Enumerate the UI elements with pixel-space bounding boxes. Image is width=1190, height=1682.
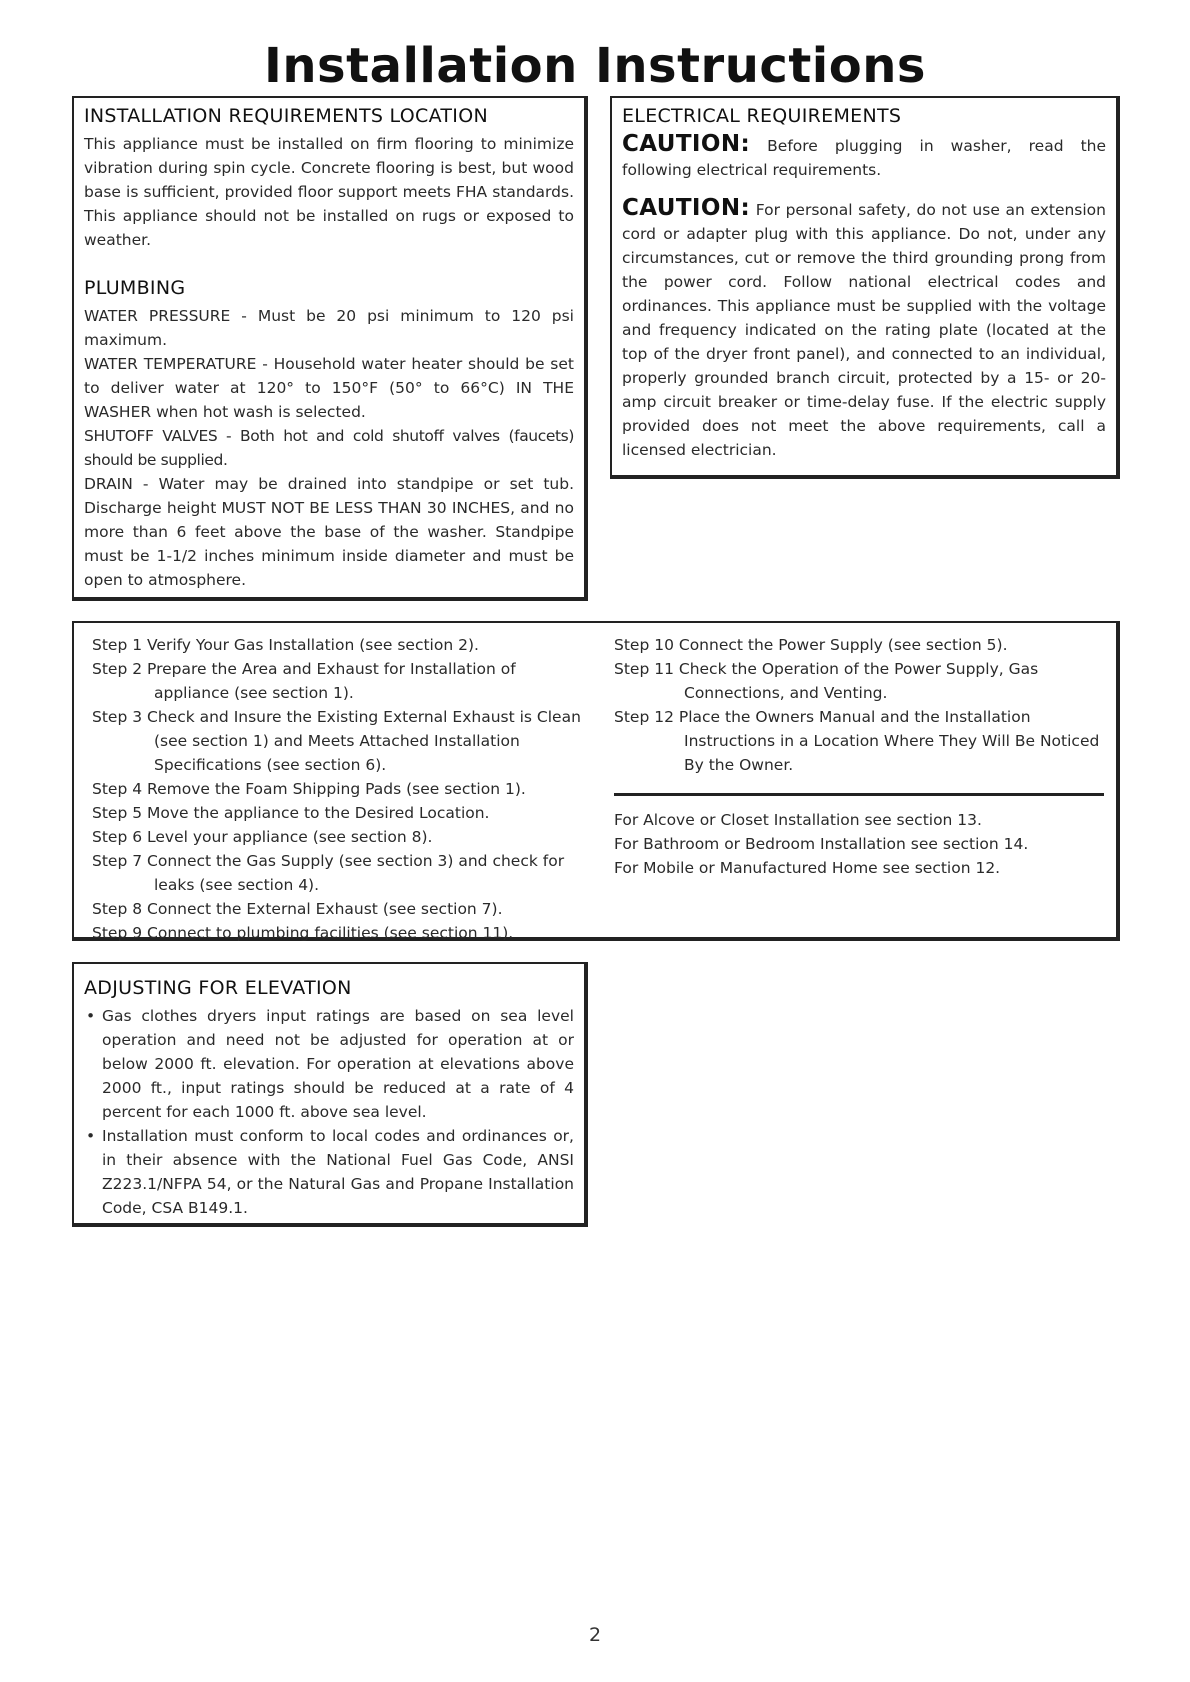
bullet-text: Gas clothes dryers input ratings are based on sea level operation and need not be adjusted for operation at or below 2000 ft. elevation. For operation at elevations above 2000 ft., input ratings should be reduced at a rate of 4 percent for each 1000 ft. above sea level. xyxy=(102,1007,574,1121)
electrical-requirements-heading: ELECTRICAL REQUIREMENTS xyxy=(622,105,902,127)
drain-text: DRAIN - Water may be drained into standpipe or set tub. Discharge height MUST NOT BE LESS THAN 30 INCHES, and no more than 6 feet above the base of the washer. Standpipe must be 1-1/2 inches minimum inside diameter and must be open to atmosphere. xyxy=(84,475,574,589)
step-item: Step 8 Connect the External Exhaust (see section 7). xyxy=(92,900,503,918)
location-text: This appliance must be installed on firm flooring to minimize vibration during spin cycle. Concrete flooring is best, but wood base is sufficient, provided floor support meets FHA standards. This appliance should not be installed on rugs or exposed to weather. xyxy=(84,135,574,249)
step-item: Step 6 Level your appliance (see section 8). xyxy=(92,828,433,846)
adjusting-elevation-box xyxy=(72,962,588,1227)
caution-label: CAUTION: xyxy=(622,131,751,157)
installation-requirements-box xyxy=(72,96,588,601)
step-item: Step 9 Connect to plumbing facilities (see section 11). xyxy=(92,924,514,942)
section-note: For Mobile or Manufactured Home see section 12. xyxy=(614,859,1001,877)
electrical-requirements-box xyxy=(610,96,1120,479)
caution-1-text: Before plugging in washer, read the following electrical requirements. xyxy=(622,137,1107,179)
list-item xyxy=(84,1004,574,1124)
elevation-bullet-list xyxy=(84,1004,574,1220)
steps-left-column xyxy=(92,633,582,945)
section-note: For Alcove or Closet Installation see section 13. xyxy=(614,811,982,829)
divider xyxy=(614,793,1104,796)
step-item: Step 5 Move the appliance to the Desired Location. xyxy=(92,804,490,822)
step-item: Step 10 Connect the Power Supply (see section 5). xyxy=(614,636,1008,654)
bullet-icon: • xyxy=(86,1127,96,1145)
step-item: Step 11 Check the Operation of the Power Supply, Gas Connections, and Venting. xyxy=(614,660,1039,702)
plumbing-heading: PLUMBING xyxy=(84,277,186,299)
section-note: For Bathroom or Bedroom Installation see section 14. xyxy=(614,835,1029,853)
caution-label: CAUTION: xyxy=(622,195,751,221)
adjusting-elevation-heading: ADJUSTING FOR ELEVATION xyxy=(84,977,352,999)
installation-steps-box xyxy=(72,621,1120,941)
list-item xyxy=(84,1124,574,1220)
step-item: Step 2 Prepare the Area and Exhaust for Installation of appliance (see section 1). xyxy=(92,660,516,702)
installation-requirements-heading: INSTALLATION REQUIREMENTS LOCATION xyxy=(84,105,488,127)
step-item: Step 3 Check and Insure the Existing External Exhaust is Clean (see section 1) and Meets Attached Installation Specifications (see section 6). xyxy=(92,708,581,774)
shutoff-valves-text: SHUTOFF VALVES - Both hot and cold shutoff valves (faucets) should be supplied. xyxy=(84,427,574,469)
page-number: 2 xyxy=(588,1624,602,1646)
caution-paragraph-1 xyxy=(622,132,1106,182)
bullet-text: Installation must conform to local codes and ordinances or, in their absence with the National Fuel Gas Code, ANSI Z223.1/NFPA 54, or the Natural Gas and Propane Installation Code, CSA B149.1. xyxy=(102,1127,574,1217)
step-item: Step 4 Remove the Foam Shipping Pads (see section 1). xyxy=(92,780,526,798)
water-temperature-text: WATER TEMPERATURE - Household water heater should be set to deliver water at 120° to 150°F (50° to 66°C) IN THE WASHER when hot wash is selected. xyxy=(84,355,574,421)
step-item: Step 1 Verify Your Gas Installation (see section 2). xyxy=(92,636,479,654)
page-title: Installation Instructions xyxy=(264,38,926,94)
step-item: Step 12 Place the Owners Manual and the Installation Instructions in a Location Where They Will Be Noticed By the Owner. xyxy=(614,708,1100,774)
caution-paragraph-2 xyxy=(622,196,1106,462)
step-item: Step 7 Connect the Gas Supply (see section 3) and check for leaks (see section 4). xyxy=(92,852,565,894)
steps-right-column xyxy=(614,633,1104,880)
water-pressure-text: WATER PRESSURE - Must be 20 psi minimum to 120 psi maximum. xyxy=(84,307,574,349)
caution-2-text: For personal safety, do not use an extension cord or adapter plug with this appliance. Do not, under any circumstances, cut or remove the third grounding prong from the power cord. Follow national electrical codes and ordinances. This appliance must be supplied with the voltage and frequency indicated on the rating plate (located at the top of the dryer front panel), and connected to an individual, properly grounded branch circuit, protected by a 15- or 20-amp circuit breaker or time-delay fuse. If the electric supply provided does not meet the above requirements, call a licensed electrician. xyxy=(622,201,1106,459)
bullet-icon: • xyxy=(86,1007,96,1025)
